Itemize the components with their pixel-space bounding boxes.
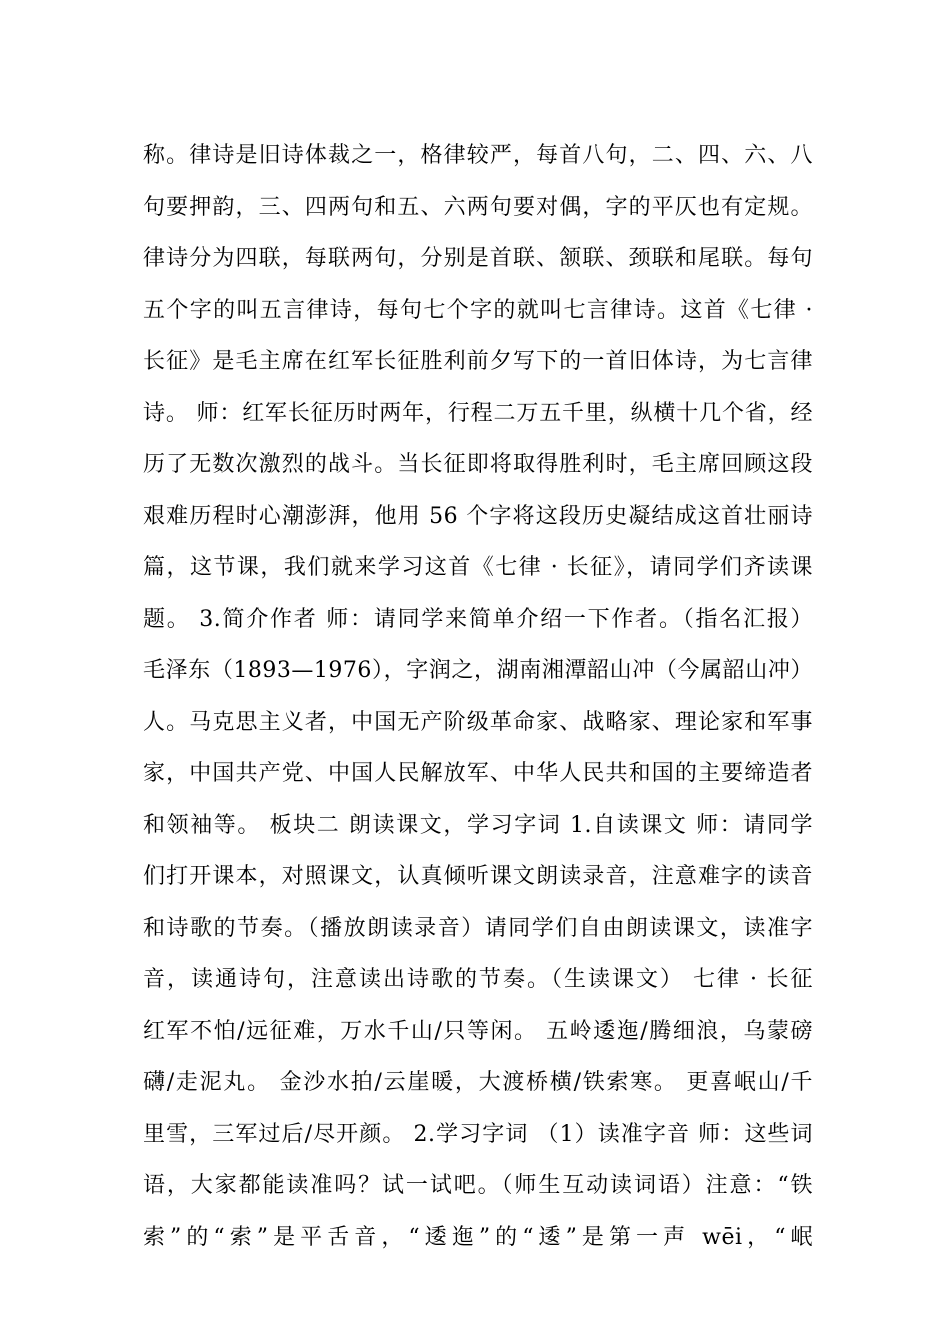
text-line-15: 们打开课本，对照课文，认真倾听课文朗读录音，注意难字的读音 bbox=[143, 864, 813, 889]
text-line-20: 里雪，三军过后/尽开颜。 2.学习字词 （1）读准字音 师：这些词 bbox=[143, 1121, 813, 1147]
text-line-12: 人。马克思主义者，中国无产阶级革命家、战略家、理论家和军事 bbox=[143, 709, 813, 735]
text-line-11: 毛泽东（1893—1976），字润之，湖南湘潭韶山冲（今属韶山冲） bbox=[143, 658, 813, 683]
text-line-2: 句要押韵，三、四两句和五、六两句要对偶，字的平仄也有定规。 bbox=[143, 194, 813, 220]
text-line-14: 和领袖等。 板块二 朗读课文，学习字词 1.自读课文 师：请同学 bbox=[143, 812, 813, 838]
text-line-5: 长征》是毛主席在红军长征胜利前夕写下的一首旧体诗，为七言律 bbox=[143, 349, 813, 374]
text-line-17: 音，读通诗句，注意读出诗歌的节奏。（生读课文） 七律 · 长征 bbox=[143, 967, 813, 992]
text-line-18: 红军不怕/远征难，万水千山/只等闲。 五岭逶迤/腾细浪，乌蒙磅 bbox=[143, 1018, 813, 1044]
text-line-1: 称。律诗是旧诗体裁之一，格律较严，每首八句，二、四、六、八 bbox=[143, 143, 813, 168]
text-line-6: 诗。 师：红军长征历时两年，行程二万五千里，纵横十几个省，经 bbox=[143, 400, 813, 426]
text-line-7: 历了无数次激烈的战斗。当长征即将取得胜利时，毛主席回顾这段 bbox=[143, 452, 813, 477]
text-line-10: 题。 3.简介作者 师：请同学来简单介绍一下作者。（指名汇报） bbox=[143, 606, 813, 632]
text-line-8: 艰难历程时心潮澎湃，他用 56 个字将这段历史凝结成这首壮丽诗 bbox=[143, 503, 813, 529]
text-line-9: 篇，这节课，我们就来学习这首《七律 · 长征》，请同学们齐读课 bbox=[143, 555, 813, 580]
text-line-22: 索”的“索”是平舌音，“逶迤”的“逶”是第一声 wēi，“岷 bbox=[143, 1224, 813, 1250]
text-line-16: 和诗歌的节奏。（播放朗读录音）请同学们自由朗读课文，读准字 bbox=[143, 915, 813, 941]
text-line-21: 语，大家都能读准吗？试一试吧。（师生互动读词语）注意：“铁 bbox=[143, 1173, 813, 1198]
text-line-4: 五个字的叫五言律诗，每句七个字的就叫七言律诗。这首《七律 · bbox=[143, 297, 813, 323]
text-line-3: 律诗分为四联，每联两句，分别是首联、颔联、颈联和尾联。每句 bbox=[143, 246, 813, 271]
text-line-13: 家，中国共产党、中国人民解放军、中华人民共和国的主要缔造者 bbox=[143, 761, 813, 786]
text-line-19: 礴/走泥丸。 金沙水拍/云崖暖，大渡桥横/铁索寒。 更喜岷山/千 bbox=[143, 1070, 813, 1095]
body-text bbox=[143, 130, 813, 1263]
